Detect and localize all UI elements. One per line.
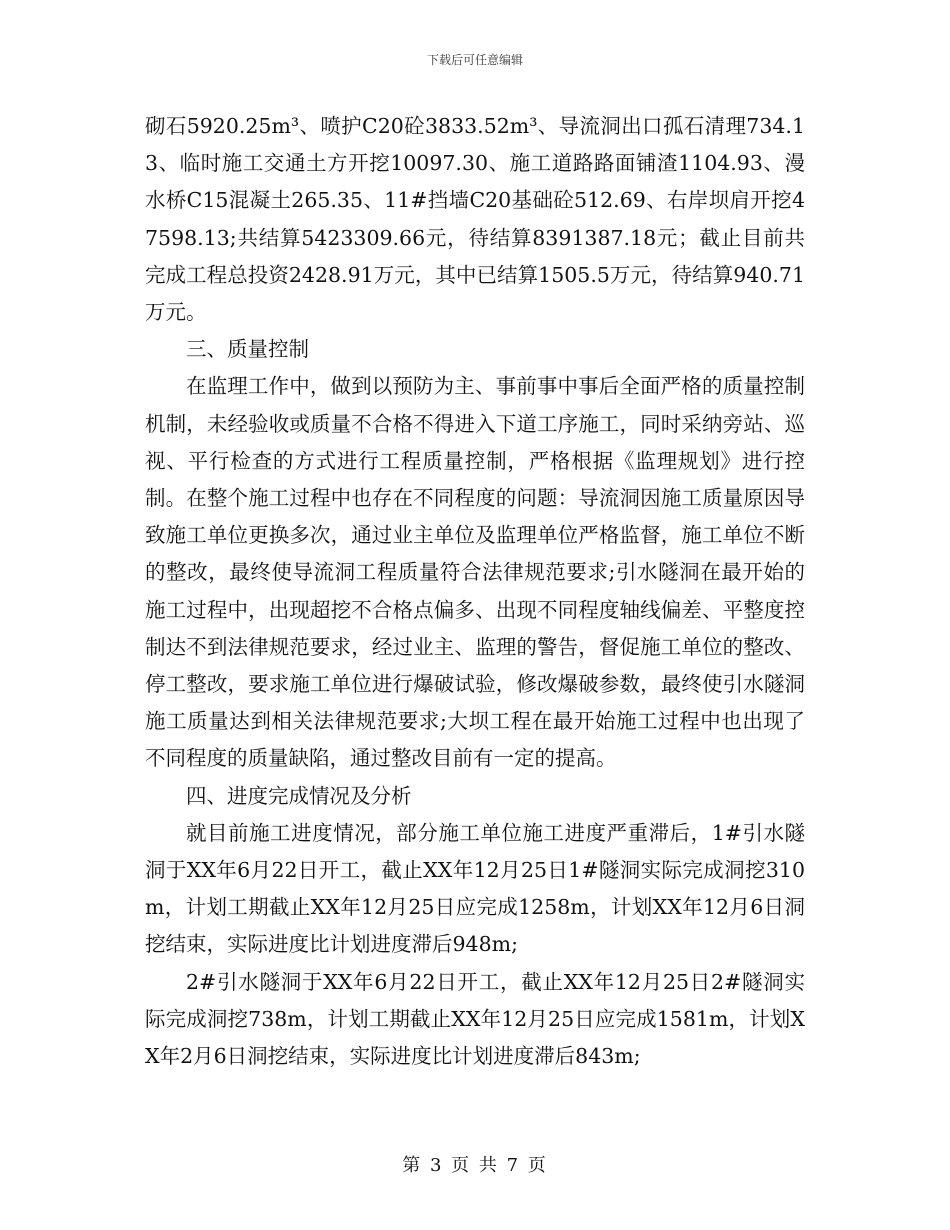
paragraph-tunnel-1-progress: 就目前施工进度情况，部分施工单位施工进度严重滞后，1#引水隧洞于XX年6月22日开工，截止XX年12月25日1#隧洞实际完成洞挖310m，计划工期截止XX年12月25日应完成1258m，计划XX年12月6日洞挖结束，实际进度比计划进度滞后948m;	[145, 820, 805, 957]
page-header: 下载后可任意编辑	[426, 53, 523, 67]
paragraph-tunnel-2-progress: 2#引水隧洞于XX年6月22日开工，截止XX年12月25日2#隧洞实际完成洞挖738m，计划工期截止XX年12月25日应完成1581m，计划XX年2月6日洞挖结束，实际进度比计划进度滞后843m;	[145, 969, 805, 1069]
paragraph-quality-control: 在监理工作中，做到以预防为主、事前事中事后全面严格的质量控制机制，未经验收或质量不合格不得进入下道工序施工，同时采纳旁站、巡视、平行检查的方式进行工程质量控制，严格根据《监理规划》进行控制。在整个施工过程中也存在不同程度的问题：导流洞因施工质量原因导致施工单位更换多次，通过业主单位及监理单位严格监督，施工单位不断的整改，最终使导流洞工程质量符合法律规范要求;引水隧洞在最开始的施工过程中，出现超挖不合格点偏多、出现不同程度轴线偏差、平整度控制达不到法律规范要求，经过业主、监理的警告，督促施工单位的整改、停工整改，要求施工单位进行爆破试验，修改爆破参数，最终使引水隧洞施工质量达到相关法律规范要求;大坝工程在最开始施工过程中也出现了不同程度的质量缺陷，通过整改目前有一定的提高。	[145, 374, 805, 771]
page-footer: 第 3 页 共 7 页	[402, 1155, 548, 1176]
section-heading-progress: 四、进度完成情况及分析	[186, 783, 412, 808]
section-heading-quality-control: 三、质量控制	[186, 337, 309, 362]
paragraph-materials-summary: 砌石5920.25m³、喷护C20砼3833.52m³、导流洞出口孤石清理734.13、临时施工交通土方开挖10097.30、施工道路路面铺渣1104.93、漫水桥C15混凝土265.35、11#挡墙C20基础砼512.69、右岸坝肩开挖47598.13;共结算5423309.66元，待结算8391387.18元；截止目前共完成工程总投资2428.91万元，其中已结算1505.5万元，待结算940.71万元。	[145, 114, 805, 325]
document-body	[145, 108, 805, 1075]
